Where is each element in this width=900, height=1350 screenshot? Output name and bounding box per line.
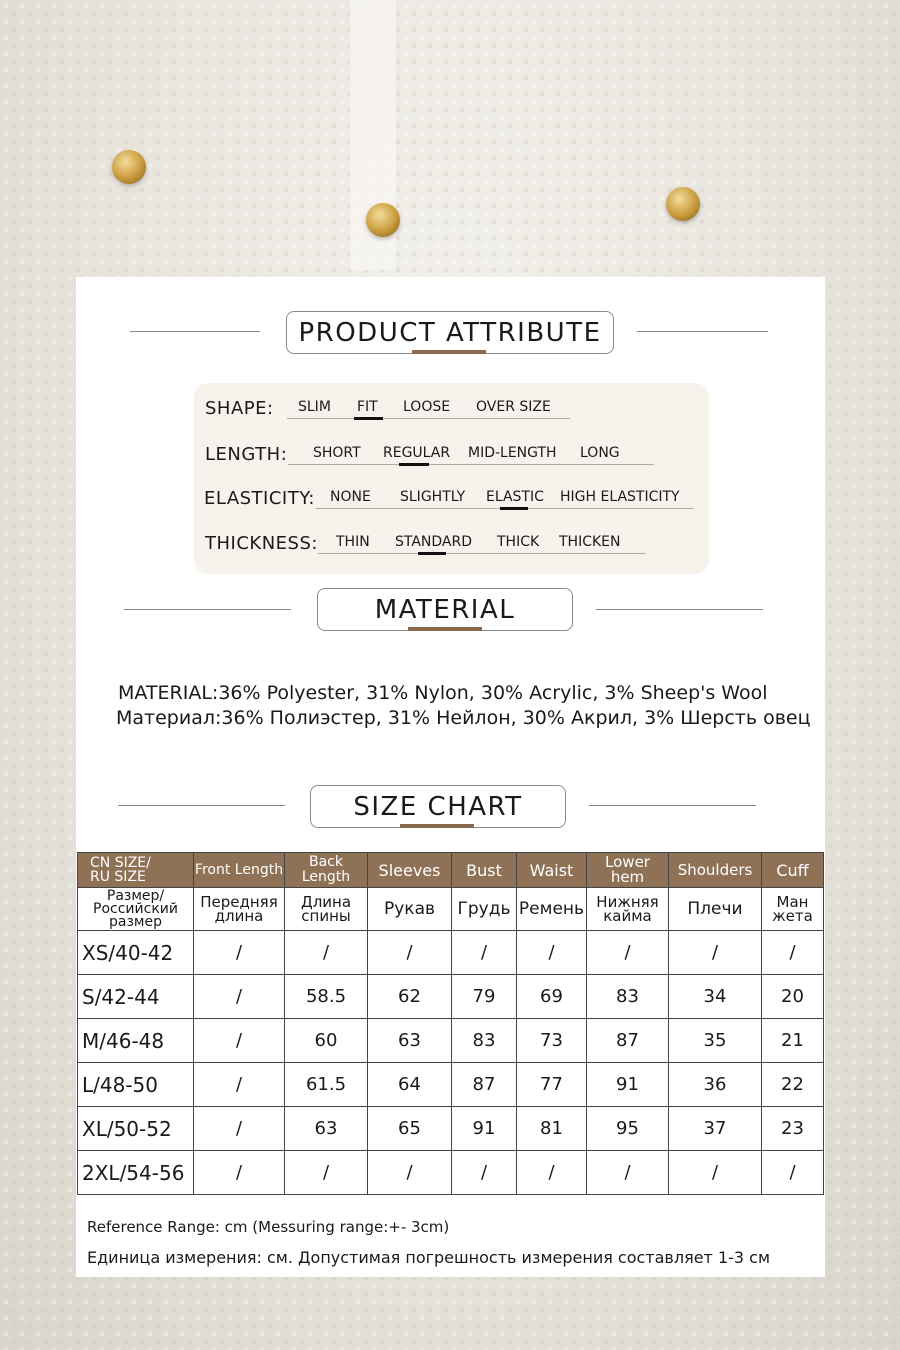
thickness-option-thin: THIN xyxy=(336,534,370,550)
header-cell: Waist xyxy=(517,853,587,888)
measurement-cell: 58.5 xyxy=(285,975,368,1019)
header-cell: Размер/ Российский размер xyxy=(78,888,194,931)
length-option-mid-length: MID-LENGTH xyxy=(468,445,557,461)
measurement-cell: 91 xyxy=(587,1063,669,1107)
size-chart-title: SIZE CHART xyxy=(310,785,566,828)
table-row xyxy=(78,931,824,975)
measurement-cell: 22 xyxy=(762,1063,824,1107)
size-label-cell: L/48-50 xyxy=(78,1063,194,1107)
header-cell: Ман жета xyxy=(762,888,824,931)
measurement-cell: / xyxy=(368,931,452,975)
size-label-cell: XL/50-52 xyxy=(78,1107,194,1151)
measurement-cell: 91 xyxy=(452,1107,517,1151)
measurement-cell: 61.5 xyxy=(285,1063,368,1107)
length-option-short: SHORT xyxy=(313,445,361,461)
header-cell: Front Length xyxy=(194,853,285,888)
measurement-cell: / xyxy=(452,931,517,975)
measurement-cell: / xyxy=(285,931,368,975)
length-label: LENGTH: xyxy=(205,444,288,465)
elasticity-label: ELASTICITY: xyxy=(204,488,315,509)
gold-button-icon xyxy=(112,150,146,184)
attr-line xyxy=(287,418,570,419)
attr-line xyxy=(288,464,654,465)
header-cell: Ремень xyxy=(517,888,587,931)
header-cell: Нижняя кайма xyxy=(587,888,669,931)
selected-indicator xyxy=(354,417,383,420)
shape-option-slim: SLIM xyxy=(298,399,331,415)
measurement-cell: 20 xyxy=(762,975,824,1019)
measurement-cell: / xyxy=(669,931,762,975)
measurement-cell: 63 xyxy=(285,1107,368,1151)
size-label-cell: S/42-44 xyxy=(78,975,194,1019)
divider-line xyxy=(589,805,756,806)
size-label-cell: XS/40-42 xyxy=(78,931,194,975)
shape-option-loose: LOOSE xyxy=(403,399,451,415)
shape-label: SHAPE: xyxy=(205,398,274,419)
measurement-cell: 65 xyxy=(368,1107,452,1151)
measurement-cell: / xyxy=(194,1107,285,1151)
reference-range-ru: Единица измерения: см. Допустимая погрешность измерения составляет 1-3 см xyxy=(87,1248,771,1267)
table-row xyxy=(78,1107,824,1151)
selected-indicator xyxy=(500,507,528,510)
thickness-label: THICKNESS: xyxy=(205,533,318,554)
measurement-cell: / xyxy=(194,931,285,975)
measurement-cell: / xyxy=(194,975,285,1019)
measurement-cell: / xyxy=(194,1151,285,1195)
measurement-cell: / xyxy=(285,1151,368,1195)
header-cell: Bust xyxy=(452,853,517,888)
title-underline xyxy=(412,350,486,354)
size-table-body xyxy=(78,931,824,1195)
measurement-cell: / xyxy=(194,1019,285,1063)
divider-line xyxy=(596,609,763,610)
measurement-cell: 34 xyxy=(669,975,762,1019)
measurement-cell: 81 xyxy=(517,1107,587,1151)
measurement-cell: / xyxy=(587,931,669,975)
measurement-cell: / xyxy=(587,1151,669,1195)
header-cell: Грудь xyxy=(452,888,517,931)
shape-option-over-size: OVER SIZE xyxy=(476,399,551,415)
table-row xyxy=(78,1151,824,1195)
thickness-option-standard: STANDARD xyxy=(395,534,473,550)
header-cell: Cuff xyxy=(762,853,824,888)
selected-indicator xyxy=(399,463,429,466)
elasticity-option-slightly: SLIGHTLY xyxy=(400,489,466,505)
measurement-cell: / xyxy=(762,1151,824,1195)
divider-line xyxy=(118,805,285,806)
measurement-cell: / xyxy=(669,1151,762,1195)
measurement-cell: 87 xyxy=(587,1019,669,1063)
measurement-cell: 79 xyxy=(452,975,517,1019)
measurement-cell: 69 xyxy=(517,975,587,1019)
shape-option-fit: FIT xyxy=(357,399,378,415)
header-cell: Lower hem xyxy=(587,853,669,888)
measurement-cell: 62 xyxy=(368,975,452,1019)
header-cell: Shoulders xyxy=(669,853,762,888)
thickness-option-thick: THICK xyxy=(497,534,540,550)
measurement-cell: 21 xyxy=(762,1019,824,1063)
elasticity-option-elastic: ELASTIC xyxy=(486,489,544,505)
elasticity-option-none: NONE xyxy=(330,489,371,505)
measurement-cell: / xyxy=(452,1151,517,1195)
table-row xyxy=(78,1063,824,1107)
gold-button-icon xyxy=(366,203,400,237)
divider-line xyxy=(637,331,768,332)
measurement-cell: 83 xyxy=(452,1019,517,1063)
table-row xyxy=(78,975,824,1019)
measurement-cell: 77 xyxy=(517,1063,587,1107)
header-cell: Передняя длина xyxy=(194,888,285,931)
header-cell: Длина спины xyxy=(285,888,368,931)
elasticity-option-high-elasticity: HIGH ELASTICITY xyxy=(560,489,680,505)
header-cell: Плечи xyxy=(669,888,762,931)
measurement-cell: 35 xyxy=(669,1019,762,1063)
size-label-cell: M/46-48 xyxy=(78,1019,194,1063)
measurement-cell: / xyxy=(762,931,824,975)
measurement-cell: 23 xyxy=(762,1107,824,1151)
header-row-en xyxy=(78,853,824,888)
measurement-cell: 87 xyxy=(452,1063,517,1107)
measurement-cell: 37 xyxy=(669,1107,762,1151)
title-underline xyxy=(400,824,474,828)
attr-line xyxy=(318,553,646,554)
size-label-cell: 2XL/54-56 xyxy=(78,1151,194,1195)
measurement-cell: / xyxy=(517,931,587,975)
selected-indicator xyxy=(418,552,446,555)
measurement-cell: 95 xyxy=(587,1107,669,1151)
measurement-cell: / xyxy=(368,1151,452,1195)
gold-button-icon xyxy=(666,187,700,221)
measurement-cell: / xyxy=(194,1063,285,1107)
header-cell: Back Length xyxy=(285,853,368,888)
material-text-en: MATERIAL:36% Polyester, 31% Nylon, 30% Acrylic, 3% Sheep's Wool xyxy=(118,682,768,704)
measurement-cell: 64 xyxy=(368,1063,452,1107)
table-row xyxy=(78,1019,824,1063)
header-cell: Рукав xyxy=(368,888,452,931)
divider-line xyxy=(130,331,260,332)
thickness-option-thicken: THICKEN xyxy=(559,534,621,550)
title-underline xyxy=(408,627,482,631)
material-text-ru: Материал:36% Полиэстер, 31% Нейлон, 30% Акрил, 3% Шерсть овец xyxy=(116,707,811,729)
material-title: MATERIAL xyxy=(317,588,573,631)
size-table xyxy=(77,852,824,1195)
measurement-cell: 60 xyxy=(285,1019,368,1063)
measurement-cell: 73 xyxy=(517,1019,587,1063)
header-cell: CN SIZE/ RU SIZE xyxy=(78,853,194,888)
product-attribute-title: PRODUCT ATTRIBUTE xyxy=(286,311,614,354)
reference-range-en: Reference Range: cm (Messuring range:+- 3cm) xyxy=(87,1218,450,1236)
length-option-long: LONG xyxy=(580,445,620,461)
measurement-cell: 36 xyxy=(669,1063,762,1107)
measurement-cell: 83 xyxy=(587,975,669,1019)
measurement-cell: / xyxy=(517,1151,587,1195)
header-cell: Sleeves xyxy=(368,853,452,888)
divider-line xyxy=(124,609,291,610)
header-row-ru xyxy=(78,888,824,931)
length-option-regular: REGULAR xyxy=(383,445,451,461)
measurement-cell: 63 xyxy=(368,1019,452,1063)
